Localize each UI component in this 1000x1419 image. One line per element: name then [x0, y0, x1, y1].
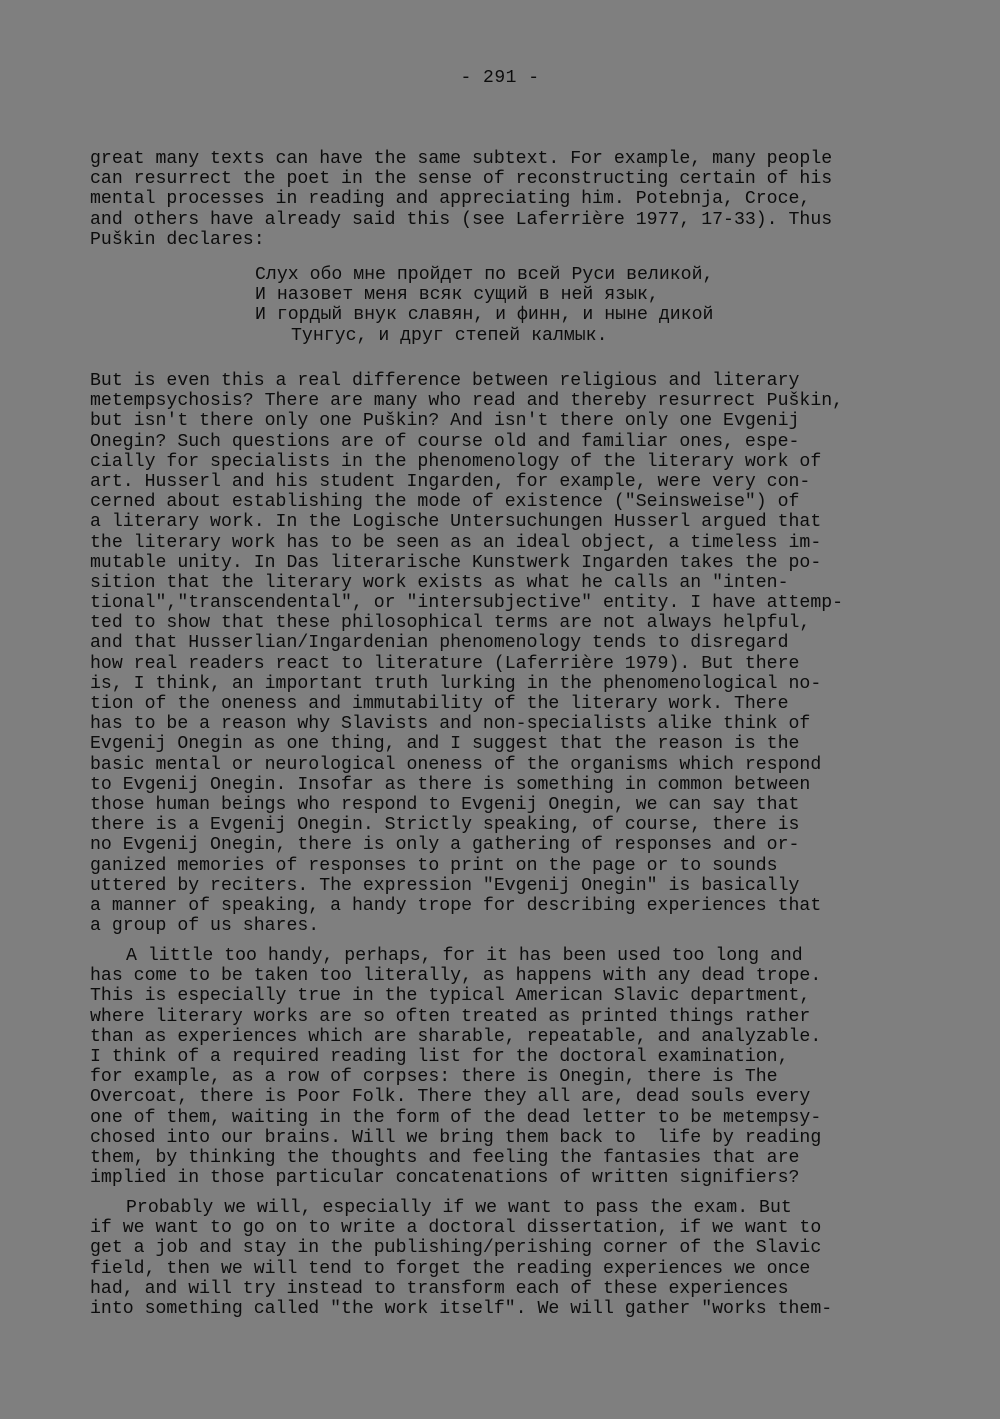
text-line: there is a Evgenij Onegin. Strictly speaking, of course, there is — [90, 815, 800, 836]
text-line: great many texts can have the same subtext. For example, many people — [90, 149, 833, 169]
text-line: implied in those particular concatenations of written signifiers? — [90, 1168, 800, 1189]
text-line: sition that the literary work exists as what he calls an "inten- — [90, 572, 789, 593]
text-line: into something called "the work itself". We will gather "works them- — [90, 1298, 833, 1319]
text-line: Evgenij Onegin as one thing, and I suggest that the reason is the — [90, 734, 800, 755]
text-line: than as experiences which are sharable, repeatable, and analyzable. — [90, 1026, 822, 1047]
text-line: tion of the oneness and immutability of the literary work. There — [90, 694, 789, 714]
text-line: has come to be taken too literally, as happens with any dead trope. — [90, 966, 822, 987]
paragraph-4 — [90, 1198, 920, 1319]
text-line: how real readers react to literature (Laferrière 1979). But there — [90, 653, 800, 674]
text-line: basic mental or neurological oneness of the organisms which respond — [90, 754, 822, 775]
text-line: the literary work has to be seen as an ideal object, a timeless im- — [90, 532, 822, 553]
text-line: ted to show that these philosophical terms are not always helpful, — [90, 613, 811, 634]
paragraph-3 — [90, 946, 920, 1188]
text-line: field, then we will tend to forget the reading experiences we once — [90, 1258, 811, 1279]
text-line: get a job and stay in the publishing/perishing corner of the Slavic — [90, 1238, 822, 1259]
text-line: had, and will try instead to transform each of these experiences — [90, 1278, 789, 1299]
verse-line: И назовет меня всяк сущий в ней язык, — [255, 285, 659, 306]
text-line: those human beings who respond to Evgenij Onegin, we can say that — [90, 794, 800, 815]
text-line: Onegin? Such questions are of course old and familiar ones, espe- — [90, 431, 800, 452]
verse-line: Слух обо мне пройдет по всей Руси великой, — [255, 265, 714, 285]
text-line: cially for specialists in the phenomenology of the literary work of — [90, 451, 822, 472]
text-line: I think of a required reading list for the doctoral examination, — [90, 1046, 789, 1067]
verse-line: И гордый внук славян, и финн, и ныне дикой — [255, 305, 714, 326]
text-line: But is even this a real difference between religious and literary — [90, 371, 800, 391]
text-line: a literary work. In the Logische Untersuchungen Husserl argued that — [90, 512, 822, 533]
text-line: ganized memories of responses to print on the page or to sounds — [90, 855, 778, 876]
text-line: uttered by reciters. The expression "Evgenij Onegin" is basically — [90, 875, 800, 896]
text-line: Overcoat, there is Poor Folk. There they all are, dead souls every — [90, 1087, 811, 1108]
text-line: mutable unity. In Das literarische Kunstwerk Ingarden takes the po- — [90, 552, 822, 573]
text-line: a group of us shares. — [90, 916, 320, 937]
text-line: mental processes in reading and appreciating him. Potebnja, Croce, — [90, 189, 811, 210]
text-line: and that Husserlian/Ingardenian phenomenology tends to disregard — [90, 633, 789, 654]
text-line: chosed into our brains. Will we bring them back to life by reading — [90, 1127, 822, 1148]
text-line: This is especially true in the typical American Slavic department, — [90, 986, 811, 1007]
text-line: but isn't there only one Puškin? And isn't there only one Evgenij — [90, 411, 800, 432]
text-line: Probably we will, especially if we want to pass the exam. But — [126, 1198, 792, 1218]
paragraph-1 — [90, 149, 920, 250]
text-line: one of them, waiting in the form of the dead letter to be metempsy- — [90, 1107, 822, 1128]
text-line: A little too handy, perhaps, for it has been used too long and — [126, 946, 803, 966]
text-line: and others have already said this (see Laferrière 1977, 17-33). Thus — [90, 209, 833, 230]
text-line: if we want to go on to write a doctoral dissertation, if we want to — [90, 1218, 822, 1239]
text-line: art. Husserl and his student Ingarden, for example, were very con- — [90, 471, 811, 492]
paragraph-2 — [90, 371, 920, 936]
verse-quotation — [255, 265, 815, 346]
verse-line: Тунгус, и друг степей калмык. — [291, 325, 608, 346]
text-line: Puškin declares: — [90, 229, 265, 250]
page-number: - 291 - — [460, 68, 540, 88]
text-line: where literary works are so often treated as printed things rather — [90, 1006, 811, 1027]
text-line: has to be a reason why Slavists and non-specialists alike think of — [90, 714, 811, 735]
text-line: cerned about establishing the mode of existence ("Seinsweise") of — [90, 492, 800, 513]
text-line: is, I think, an important truth lurking in the phenomenological no- — [90, 673, 822, 694]
text-line: can resurrect the poet in the sense of reconstructing certain of his — [90, 169, 833, 190]
text-line: them, by thinking the thoughts and feeling the fantasies that are — [90, 1147, 800, 1168]
text-line: to Evgenij Onegin. Insofar as there is something in common between — [90, 774, 811, 795]
text-line: for example, as a row of corpses: there is Onegin, there is The — [90, 1067, 778, 1088]
text-line: tional","transcendental", or "intersubjective" entity. I have attemp- — [90, 593, 844, 614]
text-line: metempsychosis? There are many who read and thereby resurrect Puškin, — [90, 391, 844, 412]
text-line: no Evgenij Onegin, there is only a gathering of responses and or- — [90, 835, 800, 856]
text-line: a manner of speaking, a handy trope for describing experiences that — [90, 895, 822, 916]
